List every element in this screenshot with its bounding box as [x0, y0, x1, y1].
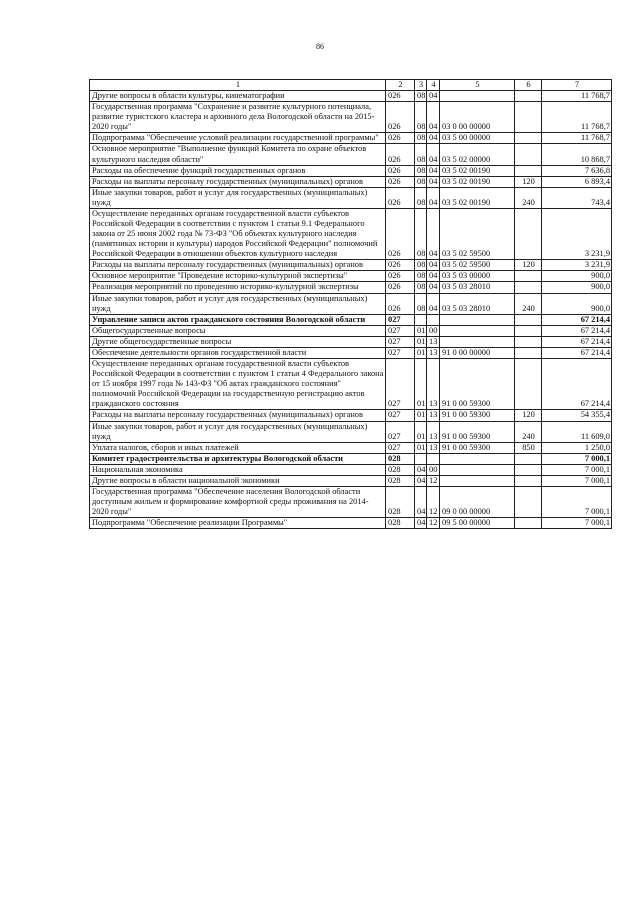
row-name: Иные закупки товаров, работ и услуг для государственных (муниципальных) нужд: [90, 187, 386, 208]
cell-admin-code: 026: [386, 144, 415, 165]
cell-section: 01: [415, 336, 427, 347]
cell-section: [415, 314, 427, 325]
cell-subsection: 04: [427, 282, 440, 293]
cell-expense-type: [515, 347, 542, 358]
cell-section: 04: [415, 475, 427, 486]
cell-amount: 11 768,7: [542, 133, 612, 144]
row-name: Расходы на выплаты персоналу государственных (муниципальных) органов: [90, 410, 386, 421]
cell-target-article: [440, 475, 515, 486]
cell-amount: 7 000,1: [542, 486, 612, 517]
cell-section: [415, 453, 427, 464]
table-row: [90, 442, 612, 453]
cell-target-article: [440, 336, 515, 347]
cell-subsection: 13: [427, 421, 440, 442]
cell-admin-code: 026: [386, 260, 415, 271]
cell-target-article: 03 5 03 28010: [440, 282, 515, 293]
row-name: Общегосударственные вопросы: [90, 325, 386, 336]
cell-target-article: 03 5 03 00000: [440, 271, 515, 282]
cell-subsection: 13: [427, 347, 440, 358]
cell-admin-code: 026: [386, 271, 415, 282]
table-row: [90, 359, 612, 410]
cell-amount: 67 214,4: [542, 314, 612, 325]
cell-subsection: 00: [427, 325, 440, 336]
row-name: Обеспечение деятельности органов государственной власти: [90, 347, 386, 358]
cell-expense-type: [515, 144, 542, 165]
cell-admin-code: 028: [386, 486, 415, 517]
row-name: Основное мероприятие "Проведение историко-культурной экспертизы": [90, 271, 386, 282]
table-row: [90, 144, 612, 165]
cell-expense-type: [515, 165, 542, 176]
row-name: Национальная экономика: [90, 464, 386, 475]
cell-admin-code: 026: [386, 282, 415, 293]
cell-target-article: 03 5 02 00190: [440, 187, 515, 208]
cell-expense-type: [515, 208, 542, 259]
cell-section: 04: [415, 464, 427, 475]
cell-target-article: 03 5 00 00000: [440, 133, 515, 144]
cell-section: 08: [415, 133, 427, 144]
cell-admin-code: 028: [386, 464, 415, 475]
cell-subsection: 04: [427, 176, 440, 187]
cell-admin-code: 027: [386, 336, 415, 347]
cell-section: 08: [415, 260, 427, 271]
cell-section: 08: [415, 91, 427, 102]
cell-admin-code: 026: [386, 91, 415, 102]
cell-amount: 67 214,4: [542, 347, 612, 358]
cell-section: 01: [415, 410, 427, 421]
cell-admin-code: 027: [386, 325, 415, 336]
row-name: Осуществление переданных органам государственной власти субъектов Российской Федерации в соответствии с пунктом 1 статьи 9.1 Федерального закона от 25 июня 2002 года № 73-ФЗ "Об объектах культурного наследия (памятниках истории и культуры) народов Российской Федерации" полномочий Российской Федерации в отношении объектов культурного наследия: [90, 208, 386, 259]
cell-admin-code: 027: [386, 314, 415, 325]
cell-expense-type: [515, 102, 542, 133]
cell-amount: 900,0: [542, 282, 612, 293]
cell-amount: 900,0: [542, 293, 612, 314]
row-name: Другие вопросы в области культуры, кинематографии: [90, 91, 386, 102]
table-row: [90, 271, 612, 282]
column-header: 5: [440, 80, 515, 91]
cell-section: 01: [415, 421, 427, 442]
table-row: [90, 336, 612, 347]
row-name: Основное мероприятие "Выполнение функций Комитета по охране объектов культурного наследия области": [90, 144, 386, 165]
cell-expense-type: 240: [515, 293, 542, 314]
row-name: Государственная программа "Сохранение и развитие культурного потенциала, развитие туристского кластера и архивного дела Вологодской области на 2015-2020 годы": [90, 102, 386, 133]
cell-subsection: 12: [427, 486, 440, 517]
cell-subsection: [427, 453, 440, 464]
cell-expense-type: 850: [515, 442, 542, 453]
table-row: [90, 347, 612, 358]
cell-section: 08: [415, 144, 427, 165]
cell-admin-code: 026: [386, 133, 415, 144]
cell-section: 04: [415, 518, 427, 529]
cell-admin-code: 028: [386, 518, 415, 529]
table-row: [90, 91, 612, 102]
table-row: [90, 102, 612, 133]
table-row: [90, 314, 612, 325]
table-row: [90, 293, 612, 314]
cell-section: 08: [415, 102, 427, 133]
cell-expense-type: [515, 336, 542, 347]
row-name: Расходы на обеспечение функций государственных органов: [90, 165, 386, 176]
cell-target-article: 03 5 02 00000: [440, 144, 515, 165]
cell-subsection: 13: [427, 359, 440, 410]
cell-admin-code: 026: [386, 293, 415, 314]
cell-admin-code: 027: [386, 347, 415, 358]
cell-amount: 7 636,8: [542, 165, 612, 176]
cell-subsection: [427, 314, 440, 325]
row-name: Другие общегосударственные вопросы: [90, 336, 386, 347]
row-name: Иные закупки товаров, работ и услуг для государственных (муниципальных) нужд: [90, 293, 386, 314]
table-row: [90, 176, 612, 187]
cell-expense-type: 120: [515, 410, 542, 421]
cell-expense-type: [515, 133, 542, 144]
cell-target-article: [440, 314, 515, 325]
cell-amount: 67 214,4: [542, 325, 612, 336]
cell-target-article: 91 0 00 59300: [440, 421, 515, 442]
cell-expense-type: 240: [515, 421, 542, 442]
cell-section: 08: [415, 208, 427, 259]
cell-admin-code: 027: [386, 421, 415, 442]
cell-amount: 3 231,9: [542, 260, 612, 271]
cell-subsection: 04: [427, 165, 440, 176]
cell-expense-type: 240: [515, 187, 542, 208]
cell-subsection: 04: [427, 271, 440, 282]
cell-subsection: 04: [427, 144, 440, 165]
cell-amount: 10 868,7: [542, 144, 612, 165]
table-row: [90, 421, 612, 442]
cell-amount: 6 893,4: [542, 176, 612, 187]
cell-amount: 54 355,4: [542, 410, 612, 421]
cell-expense-type: [515, 271, 542, 282]
column-header: 7: [542, 80, 612, 91]
cell-target-article: 09 0 00 00000: [440, 486, 515, 517]
row-name: Осуществление переданных органам государственной власти субъектов Российской Федерации в соответствии с пунктом 1 статьи 4 Федерального закона от 15 ноября 1997 года № 143-ФЗ "Об актах гражданского состояния" полномочий Российской Федерации на государственную регистрацию актов гражданского состояния: [90, 359, 386, 410]
row-name: Комитет градостроительства и архитектуры Вологодской области: [90, 453, 386, 464]
row-name: Расходы на выплаты персоналу государственных (муниципальных) органов: [90, 176, 386, 187]
cell-expense-type: 120: [515, 176, 542, 187]
cell-amount: 67 214,4: [542, 359, 612, 410]
cell-section: 08: [415, 271, 427, 282]
column-header: 1: [90, 80, 386, 91]
row-name: Иные закупки товаров, работ и услуг для государственных (муниципальных) нужд: [90, 421, 386, 442]
table-row: [90, 475, 612, 486]
row-name: Государственная программа "Обеспечение населения Вологодской области доступным жильем и формирование комфортной среды проживания на 2014-2020 годы": [90, 486, 386, 517]
row-name: Подпрограмма "Обеспечение реализации Программы": [90, 518, 386, 529]
row-name: Уплата налогов, сборов и иных платежей: [90, 442, 386, 453]
cell-section: 01: [415, 347, 427, 358]
table-row: [90, 165, 612, 176]
cell-target-article: 03 5 02 59500: [440, 260, 515, 271]
cell-target-article: 03 5 02 00190: [440, 176, 515, 187]
cell-expense-type: [515, 91, 542, 102]
table-row: [90, 187, 612, 208]
cell-expense-type: [515, 486, 542, 517]
cell-section: 01: [415, 325, 427, 336]
cell-target-article: 09 5 00 00000: [440, 518, 515, 529]
cell-subsection: 00: [427, 464, 440, 475]
cell-admin-code: 026: [386, 208, 415, 259]
row-name: Управление записи актов гражданского состояния Вологодской области: [90, 314, 386, 325]
cell-target-article: [440, 464, 515, 475]
cell-target-article: 03 5 03 28010: [440, 293, 515, 314]
cell-amount: 7 000,1: [542, 518, 612, 529]
cell-amount: 67 214,4: [542, 336, 612, 347]
table-row: [90, 453, 612, 464]
cell-subsection: 04: [427, 102, 440, 133]
cell-section: 08: [415, 176, 427, 187]
cell-amount: 11 768,7: [542, 102, 612, 133]
table-row: [90, 282, 612, 293]
cell-subsection: 13: [427, 442, 440, 453]
cell-section: 04: [415, 486, 427, 517]
cell-amount: 11 768,7: [542, 91, 612, 102]
cell-subsection: 04: [427, 293, 440, 314]
cell-target-article: 91 0 00 59300: [440, 442, 515, 453]
cell-amount: 11 609,0: [542, 421, 612, 442]
cell-target-article: 91 0 00 59300: [440, 410, 515, 421]
cell-target-article: [440, 91, 515, 102]
column-header: 2: [386, 80, 415, 91]
cell-amount: 7 000,1: [542, 464, 612, 475]
column-header: 4: [427, 80, 440, 91]
cell-section: 01: [415, 359, 427, 410]
cell-target-article: 03 0 00 00000: [440, 102, 515, 133]
cell-target-article: [440, 453, 515, 464]
table-row: [90, 260, 612, 271]
cell-admin-code: 028: [386, 453, 415, 464]
cell-admin-code: 026: [386, 165, 415, 176]
row-name: Подпрограмма "Обеспечение условий реализации государственной программы": [90, 133, 386, 144]
table-row: [90, 464, 612, 475]
cell-subsection: 04: [427, 91, 440, 102]
cell-amount: 7 000,1: [542, 453, 612, 464]
cell-section: 08: [415, 293, 427, 314]
cell-target-article: 91 0 00 59300: [440, 359, 515, 410]
table-row: [90, 325, 612, 336]
cell-expense-type: [515, 464, 542, 475]
cell-section: 01: [415, 442, 427, 453]
cell-admin-code: 027: [386, 410, 415, 421]
cell-subsection: 04: [427, 208, 440, 259]
cell-expense-type: [515, 518, 542, 529]
cell-amount: 900,0: [542, 271, 612, 282]
cell-admin-code: 027: [386, 442, 415, 453]
cell-expense-type: [515, 453, 542, 464]
cell-subsection: 13: [427, 336, 440, 347]
cell-amount: 1 250,0: [542, 442, 612, 453]
header-row: [90, 80, 612, 91]
cell-admin-code: 028: [386, 475, 415, 486]
table-row: [90, 133, 612, 144]
cell-target-article: 03 5 02 00190: [440, 165, 515, 176]
cell-target-article: [440, 325, 515, 336]
cell-expense-type: [515, 282, 542, 293]
table-row: [90, 410, 612, 421]
table-row: [90, 518, 612, 529]
cell-subsection: 04: [427, 260, 440, 271]
page-number: 86: [316, 42, 324, 51]
cell-expense-type: [515, 359, 542, 410]
column-header: 6: [515, 80, 542, 91]
table-row: [90, 486, 612, 517]
cell-admin-code: 026: [386, 187, 415, 208]
cell-admin-code: 026: [386, 102, 415, 133]
cell-target-article: 03 5 02 59500: [440, 208, 515, 259]
cell-subsection: 12: [427, 475, 440, 486]
table-row: [90, 208, 612, 259]
cell-expense-type: [515, 314, 542, 325]
cell-admin-code: 027: [386, 359, 415, 410]
row-name: Реализация мероприятий по проведению историко-культурной экспертизы: [90, 282, 386, 293]
cell-target-article: 91 0 00 00000: [440, 347, 515, 358]
column-header: 3: [415, 80, 427, 91]
cell-expense-type: [515, 475, 542, 486]
cell-amount: 743,4: [542, 187, 612, 208]
cell-subsection: 12: [427, 518, 440, 529]
cell-admin-code: 026: [386, 176, 415, 187]
cell-amount: 3 231,9: [542, 208, 612, 259]
cell-expense-type: 120: [515, 260, 542, 271]
cell-subsection: 13: [427, 410, 440, 421]
row-name: Расходы на выплаты персоналу государственных (муниципальных) органов: [90, 260, 386, 271]
cell-subsection: 04: [427, 187, 440, 208]
budget-table: [89, 79, 612, 529]
table-body: [90, 91, 612, 529]
cell-amount: 7 000,1: [542, 475, 612, 486]
cell-section: 08: [415, 165, 427, 176]
cell-section: 08: [415, 187, 427, 208]
cell-section: 08: [415, 282, 427, 293]
row-name: Другие вопросы в области национальной экономики: [90, 475, 386, 486]
cell-expense-type: [515, 325, 542, 336]
cell-subsection: 04: [427, 133, 440, 144]
